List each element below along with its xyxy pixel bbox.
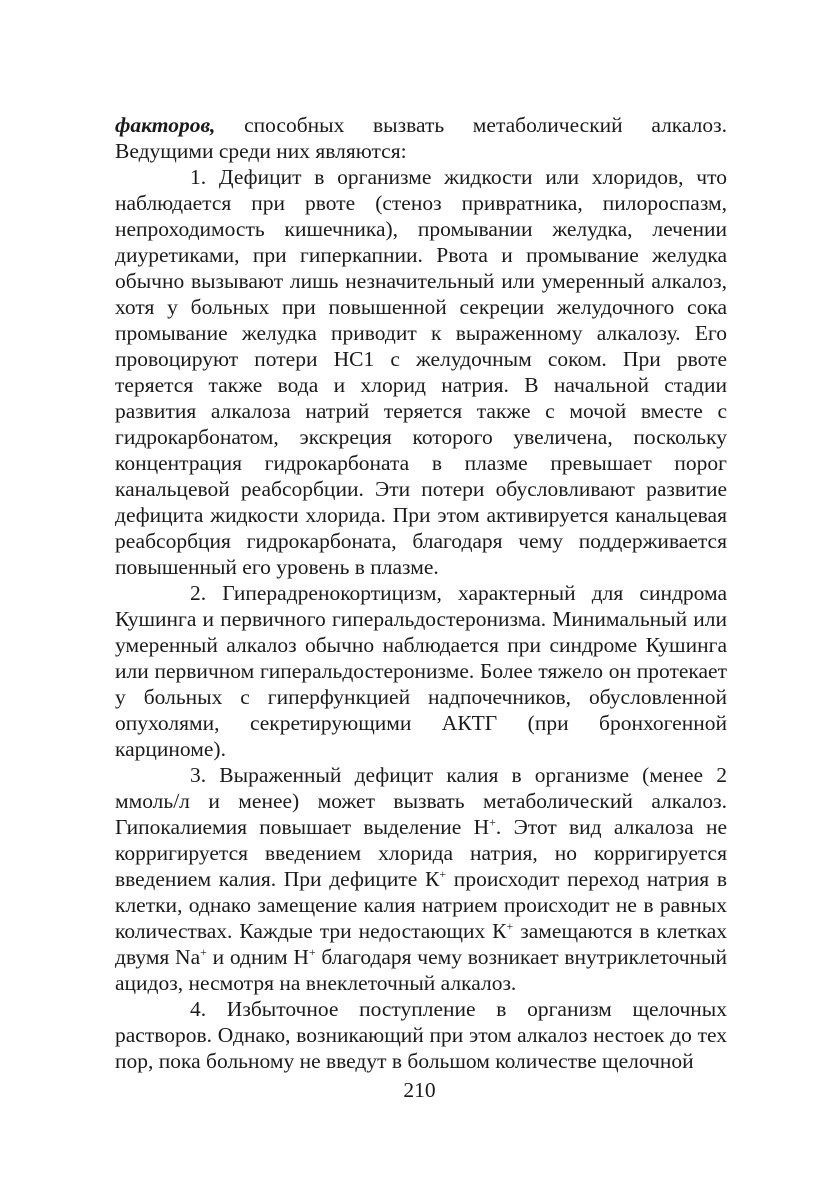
list-item-3	[115, 762, 727, 996]
page-text	[115, 112, 727, 1074]
item-3-sup-4: +	[200, 944, 207, 959]
item-3-text-5: и одним Н	[206, 945, 309, 969]
item-3-text-1: 3. Выраженный дефицит калия в организме (менее 2 ммоль/л и менее) может вызвать метаболический алкалоз. Гипокалиемия повышает выделение Н	[115, 763, 727, 839]
item-3-sup-3: +	[506, 918, 514, 933]
intro-text: способных вызвать метаболический алкалоз. Ведущими среди них являются:	[115, 113, 727, 163]
item-3-text-6: благодаря чему возникает внутриклеточный ацидоз, несмотря на внеклеточный алкалоз.	[115, 945, 727, 995]
item-3-text-3: происходит переход натрия в клетки, однако замещение калия натрием происходит не в равных количествах. Каждые три недостающих К	[115, 867, 727, 943]
item-3-text-4: замещаются в клетках двумя Na	[115, 919, 728, 969]
item-3-sup-2: +	[439, 866, 447, 881]
list-item-4: 4. Избыточное поступление в организм щелочных растворов. Однако, возникающий при этом алкалоз нестоек до тех пор, пока больному не введут в большом количестве щелочной	[115, 997, 727, 1073]
list-item-2: 2. Гиперадренокортицизм, характерный для синдрома Кушинга и первичного гиперальдостеронизма. Минимальный или умеренный алкалоз обычно наблюдается при синдроме Кушинга или первичном гиперальдостеронизме. Более тяжело он протекает у больных с гиперфункцией надпочечников, обусловленной опухолями, секретирующими АКТГ (при бронхогенной карциноме).	[115, 581, 727, 761]
intro-bold-word: факторов,	[115, 113, 216, 137]
intro-paragraph	[115, 112, 727, 164]
list-item-1: 1. Дефицит в организме жидкости или хлоридов, что наблюдается при рвоте (стеноз привратника, пилороспазм, непроходимость кишечника), промывании желудка, лечении диуретиками, при гиперкапнии. Рвота и промывание желудка обычно вызывают лишь незначительный или умеренный алкалоз, хотя у больных при повышенной секреции желудочного сока промывание желудка приводит к выраженному алкалозу. Его провоцируют потери НС1 с желудочным соком. При рвоте теряется также вода и хлорид натрия. В начальной стадии развития алкалоза натрий теряется также с мочой вместе с гидрокарбонатом, экскреция которого увеличена, поскольку концентрация гидрокарбоната в плазме превышает порог канальцевой реабсорбции. Эти потери обусловливают развитие дефицита жидкости хлорида. При этом активируется канальцевая реабсорбция гидрокарбоната, благодаря чему поддерживается повышенный его уровень в плазме.	[115, 165, 727, 579]
page-number: 210	[403, 1078, 436, 1102]
item-3-text-2: . Этот вид алкалоза не корригируется введением хлорида натрия, но корригируется введением калия. При дефиците К	[115, 815, 728, 891]
item-3-sup-5: +	[308, 944, 316, 959]
item-3-sup-1: +	[489, 814, 496, 829]
